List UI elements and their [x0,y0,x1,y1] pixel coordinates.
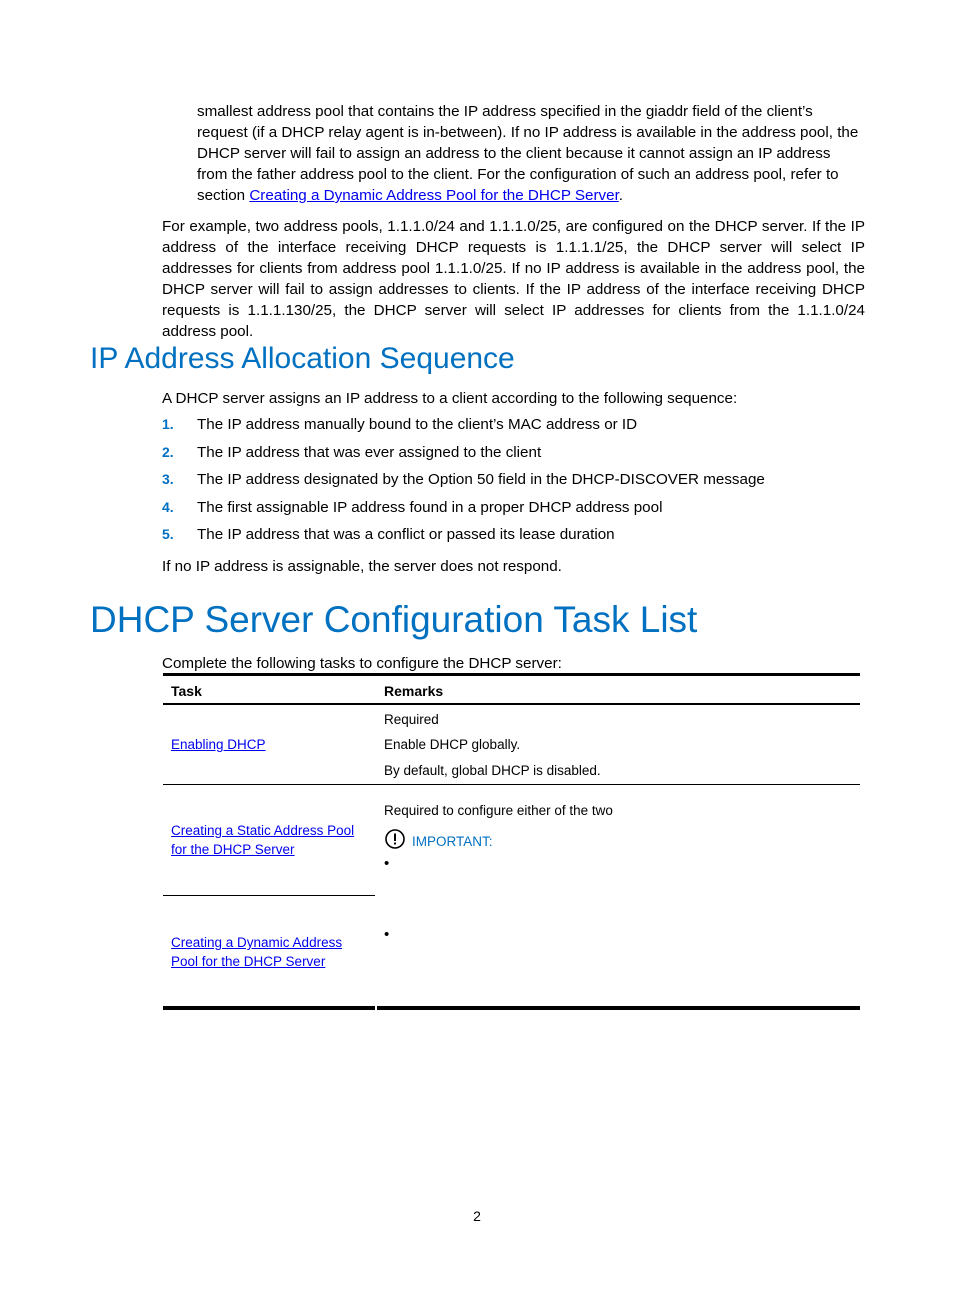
section-heading-allocation-sequence: IP Address Allocation Sequence [90,342,515,375]
header-rule [163,703,860,705]
remark-text: Enable DHCP globally. [384,737,521,752]
intro-line: DHCP server will fail to assign an address to the client because it cannot assign an IP address [197,145,831,162]
dynamic-address-pool-link[interactable] [171,933,342,971]
list-number: 1. [162,416,174,432]
allocation-lead: A DHCP server assigns an IP address to a client according to the following sequence: [162,390,738,407]
page-number: 2 [473,1208,481,1224]
task-list-lead: Complete the following tasks to configure the DHCP server: [162,655,562,672]
link-line: Creating a Dynamic Address [171,935,343,950]
list-text: The IP address that was a conflict or passed its lease duration [197,526,615,543]
bullet-marker: • [384,855,390,872]
task-table [163,673,860,1013]
list-number: 3. [162,471,174,487]
dynamic-pool-link[interactable]: Creating a Dynamic Address Pool for the DHCP Server [249,187,619,204]
list-number: 5. [162,526,174,542]
list-text: The IP address manually bound to the client’s MAC address or ID [197,416,638,433]
important-label: IMPORTANT: [412,834,493,849]
table-bottom-rule-right [377,1006,860,1010]
table-bottom-rule-left [163,1006,375,1010]
link-line: Creating a Static Address Pool [171,823,355,838]
example-paragraph: For example, two address pools, 1.1.1.0/24 and 1.1.1.0/25, are configured on the DHCP server. If the IP address of the interface receiving DHCP requests is 1.1.1.1/25, the DHCP server will select IP addresses for clients from address pool 1.1.1.0/25. If no IP address is available in the address pool, the DHCP server will fail to assign addresses to clients. If the IP address of the interface receiving DHCP requests is 1.1.1.130/25, the DHCP server will select IP addresses for clients from the 1.1.1.0/24 address pool. [162,218,865,340]
link-line: for the DHCP Server [171,842,295,857]
column-header-remarks: Remarks [384,683,444,699]
list-number: 4. [162,498,174,515]
row-divider [163,895,375,896]
intro-period: . [618,187,624,204]
enabling-dhcp-link[interactable]: Enabling DHCP [171,737,266,752]
list-number: 2. [162,443,174,460]
intro-line: request (if a DHCP relay agent is in-between). If no IP address is available in the address pool, the [197,124,859,141]
intro-line: smallest address pool that contains the IP address specified in the giaddr field of the client’s [197,103,813,120]
list-text: The first assignable IP address found in a proper DHCP address pool [197,498,663,516]
table-top-rule [163,673,860,676]
allocation-closing: If no IP address is assignable, the server does not respond. [162,558,562,575]
exclamation-circle-icon [384,828,406,855]
remark-text: Required [384,712,439,727]
link-line: Pool for the DHCP Server [171,954,326,969]
intro-line: from the father address pool to the client. For the configuration of such an address pool, refer to [197,166,839,183]
static-address-pool-link[interactable] [171,821,354,859]
section-heading-task-list: DHCP Server Configuration Task List [90,599,698,640]
list-text: The IP address that was ever assigned to the client [197,443,542,461]
remark-text: Required to configure either of the two [384,803,613,818]
bullet-marker: • [384,926,390,943]
column-header-task: Task [171,683,202,699]
remark-text: By default, global DHCP is disabled. [384,763,601,778]
list-text: The IP address designated by the Option 50 field in the DHCP-DISCOVER message [197,471,765,488]
intro-line: section [197,187,250,204]
intro-paragraph [197,101,865,206]
row-divider [163,784,860,785]
